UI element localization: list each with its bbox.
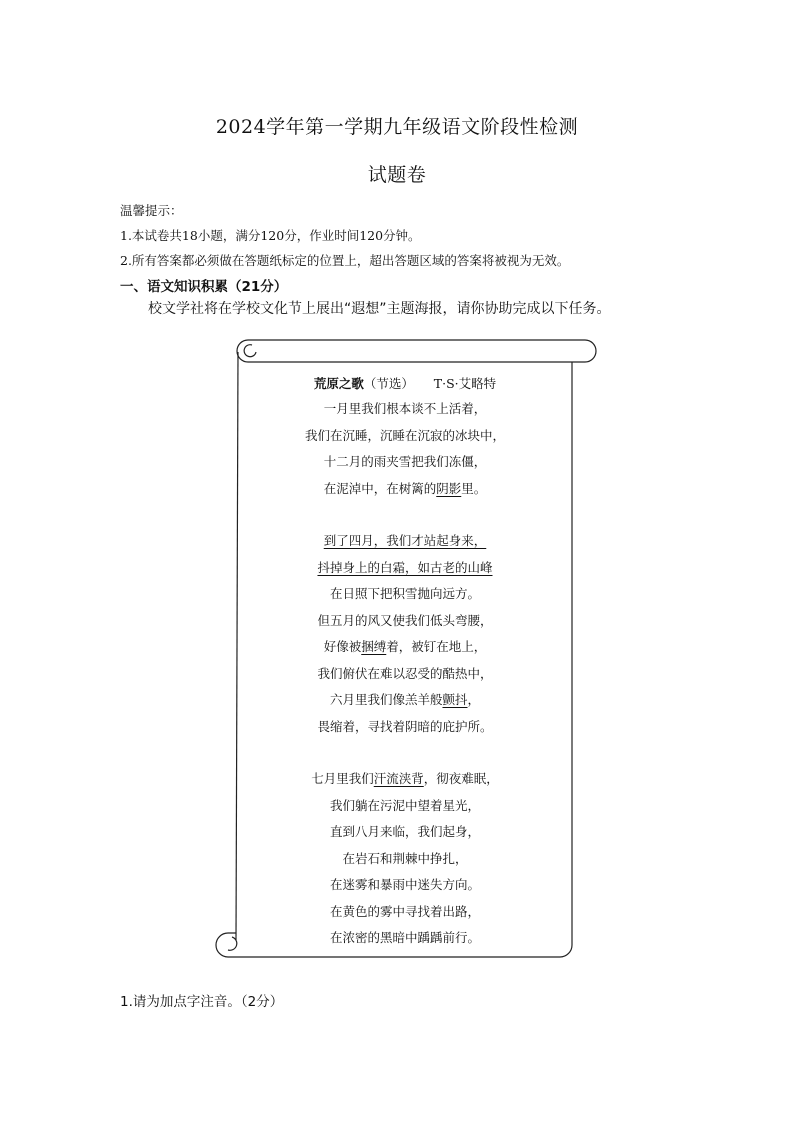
poem-line: 在浓密的黑暗中踽踽前行。: [329, 930, 480, 945]
poem-line-part: ，彻夜难眠，: [423, 771, 499, 786]
poem-line-underlined: [240, 555, 570, 582]
dotted-word: 颤抖: [442, 692, 468, 707]
poem-line: 直到八月来临，我们起身，: [329, 824, 480, 839]
poem-line: 畏缩着，寻找着阴暗的庇护所。: [317, 718, 493, 734]
poem-line-part: 好像被: [323, 639, 362, 654]
underlined-word: 汗流浃背: [373, 771, 424, 786]
notice-item-1: 1.本试卷共18小题，满分120分，作业时间120分钟。: [120, 228, 421, 243]
notice-item-2: 2.所有答案都必须做在答题纸标定的位置上，超出答题区域的答案将被视为无效。: [120, 253, 570, 268]
exam-subtitle: 试题卷: [367, 164, 427, 186]
poem-line: 在迷雾和暴雨中迷失方向。: [329, 877, 480, 892]
poem-line: [240, 476, 570, 503]
poem: [240, 372, 570, 952]
question-1: 1.请为加点字注音。（2分）: [120, 994, 284, 1010]
stanza-gap: [240, 740, 570, 766]
poem-author: T·S·艾略特: [433, 376, 497, 391]
poem-title: 荒原之歌: [313, 376, 364, 391]
poem-line: [240, 687, 570, 714]
notice-heading: 温馨提示：: [120, 203, 183, 218]
poem-line-underlined: [240, 528, 570, 555]
poem-line: 我们躺在污泥中望着星光，: [329, 797, 480, 813]
poem-line: 我们在沉睡，沉睡在沉寂的冰块中，: [304, 427, 505, 443]
underlined-line: 抖掉身上的白霜，如古老的山峰: [317, 559, 493, 575]
poem-line-part: 着，被钉在地上，: [386, 639, 487, 654]
section-heading: 一、语文知识积累（21分）: [120, 279, 288, 295]
poem-line: 在岩石和荆棘中挣扎，: [342, 850, 468, 866]
poem-line: [240, 766, 570, 793]
poem-line: 在黄色的雾中寻找着出路，: [329, 903, 480, 919]
section-intro: 校文学社将在学校文化节上展出“遐想”主题海报，请你协助完成以下任务。: [148, 301, 611, 317]
poem-line: 在日照下把积雪抛向远方。: [329, 586, 480, 601]
underlined-line: 到了四月，我们才站起身来，: [323, 533, 487, 548]
poem-line-part: 七月里我们: [311, 771, 374, 786]
underlined-word: 阴影: [436, 480, 462, 496]
poem-line: 一月里我们根本谈不上活着，: [323, 401, 487, 416]
poem-line: [240, 634, 570, 661]
poem-line: 我们俯伏在难以忍受的酷热中，: [317, 665, 493, 681]
poem-note: （节选）: [363, 376, 414, 391]
poem-heading: [240, 372, 570, 396]
poem-line: 十二月的雨夹雪把我们冻僵，: [323, 454, 487, 469]
poem-line-part: ，: [467, 692, 481, 707]
stanza-gap: [240, 502, 570, 528]
poem-line-part: 里。: [461, 480, 487, 496]
dotted-word: 捆缚: [361, 639, 387, 654]
poem-line: 但五月的风又使我们低头弯腰，: [317, 612, 493, 628]
poem-line-part: 六月里我们像羔羊般: [329, 692, 443, 707]
poem-line-part: 在泥淖中，在树篱的: [323, 480, 437, 496]
exam-title: 2024学年第一学期九年级语文阶段性检测: [215, 116, 579, 138]
